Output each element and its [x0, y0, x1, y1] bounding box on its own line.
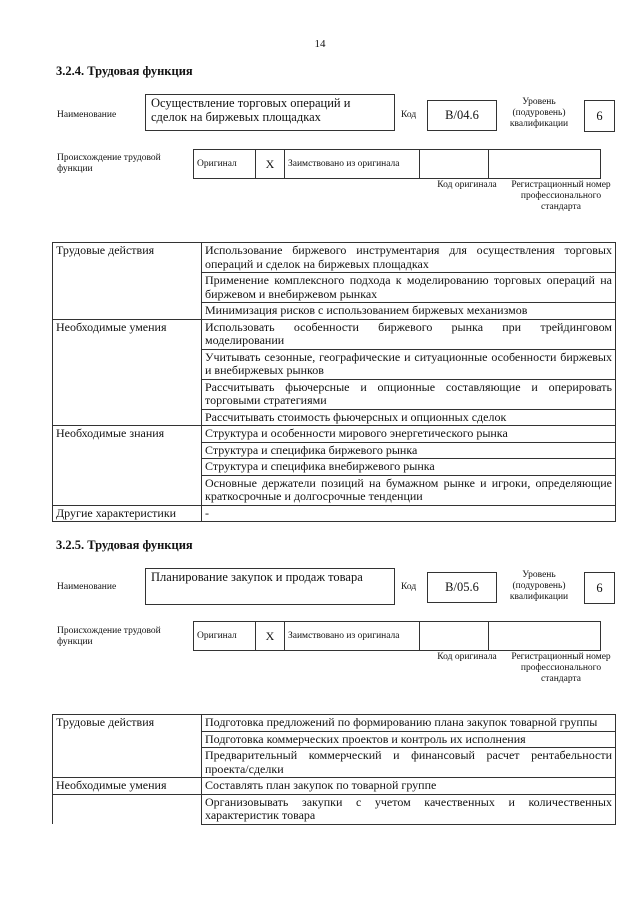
section-title-3-2-4: 3.2.4. Трудовая функция [56, 64, 193, 78]
code-label: Код [401, 582, 417, 592]
item-cell: Подготовка коммерческих проектов и контроль их исполнения [202, 731, 616, 748]
section-title-3-2-5: 3.2.5. Трудовая функция [56, 538, 193, 552]
item-cell: Применение комплексного подхода к моделированию торговых операций на биржевом и внебиржевом рынках [202, 273, 616, 303]
function-code-field: B/05.6 [427, 572, 497, 603]
item-cell: Рассчитывать фьючерсные и опционные составляющие и оперировать торговыми стратегиями [202, 379, 616, 409]
category-cell: Другие характеристики [53, 505, 202, 522]
table-row [53, 243, 616, 273]
qualification-level-field: 6 [584, 572, 615, 604]
category-cell: Необходимые умения [53, 319, 202, 426]
item-cell: Основные держатели позиций на бумажном рынке и игроки, определяющие краткосрочные и долгосрочные тенденции [202, 475, 616, 505]
original-mark: X [256, 622, 285, 651]
function-name-field: Планирование закупок и продаж товара [145, 568, 395, 605]
code-label: Код [401, 110, 417, 120]
original-label: Оригинал [194, 150, 256, 179]
origin-table [193, 149, 601, 179]
reg-number-label: Регистрационный номер профессионального стандарта [511, 180, 611, 212]
function-name-field: Осуществление торговых операций и сделок на биржевых площадках [145, 94, 395, 131]
item-cell: Структура и специфика биржевого рынка [202, 442, 616, 459]
item-cell: Использовать особенности биржевого рынка при трейдинговом моделировании [202, 319, 616, 349]
qualification-level-field: 6 [584, 100, 615, 132]
category-cell-continued [53, 794, 202, 824]
item-cell: Учитывать сезонные, географические и ситуационные особенности биржевых и внебиржевых рынков [202, 349, 616, 379]
original-mark: X [256, 150, 285, 179]
table-row [53, 505, 616, 522]
function-code-field: B/04.6 [427, 100, 497, 131]
item-cell: Составлять план закупок по товарной группе [202, 778, 616, 795]
origin-label: Происхождение трудовой функции [57, 153, 161, 174]
function-table-3-2-5 [52, 714, 616, 825]
table-row [53, 319, 616, 349]
reg-number-cell [489, 150, 601, 179]
qualification-level-label: Уровень (подуровень) квалификации [509, 97, 569, 129]
reg-number-label: Регистрационный номер профессионального стандарта [511, 652, 611, 684]
name-label: Наименование [57, 110, 117, 120]
table-row [53, 426, 616, 443]
origin-table [193, 621, 601, 651]
item-cell: Подготовка предложений по формированию плана закупок товарной группы [202, 715, 616, 732]
item-cell: Структура и особенности мирового энергетического рынка [202, 426, 616, 443]
original-label: Оригинал [194, 622, 256, 651]
origin-label: Происхождение трудовой функции [57, 626, 161, 647]
item-cell: Организовывать закупки с учетом качественных и количественных характеристик товара [202, 794, 616, 824]
item-cell: - [202, 505, 616, 522]
item-cell: Минимизация рисков с использованием биржевых механизмов [202, 303, 616, 320]
category-cell: Необходимые умения [53, 778, 202, 795]
origin-code-cell [420, 622, 489, 651]
page-number: 14 [314, 38, 326, 50]
category-cell: Трудовые действия [53, 715, 202, 778]
table-row [53, 778, 616, 795]
name-label: Наименование [57, 582, 117, 592]
reg-number-cell [489, 622, 601, 651]
origin-code-label: Код оригинала [437, 180, 497, 190]
item-cell: Использование биржевого инструментария для осуществления торговых операций и сделок на биржевых площадках [202, 243, 616, 273]
category-cell: Необходимые знания [53, 426, 202, 506]
item-cell: Предварительный коммерческий и финансовый расчет рентабельности проекта/сделки [202, 748, 616, 778]
origin-code-label: Код оригинала [437, 652, 497, 662]
table-row [53, 794, 616, 824]
category-cell: Трудовые действия [53, 243, 202, 320]
function-table-3-2-4 [52, 242, 616, 522]
table-row [53, 715, 616, 732]
origin-code-cell [420, 150, 489, 179]
item-cell: Структура и специфика внебиржевого рынка [202, 459, 616, 476]
qualification-level-label: Уровень (подуровень) квалификации [509, 570, 569, 602]
borrowed-label: Заимствовано из оригинала [285, 622, 420, 651]
borrowed-label: Заимствовано из оригинала [285, 150, 420, 179]
item-cell: Рассчитывать стоимость фьючерсных и опционных сделок [202, 409, 616, 426]
